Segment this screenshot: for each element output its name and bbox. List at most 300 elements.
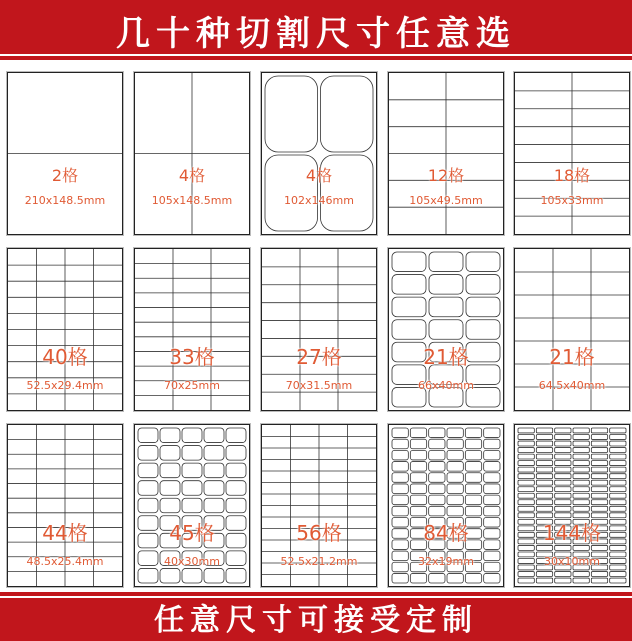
label-grid — [389, 425, 503, 586]
label-cell — [447, 573, 463, 583]
label-cell — [392, 562, 408, 572]
label-cell — [518, 565, 534, 570]
label-cell — [392, 365, 426, 385]
label-cell — [410, 484, 426, 494]
label-cell — [536, 526, 552, 531]
label-cell — [429, 540, 445, 550]
label-cell — [410, 428, 426, 438]
label-cell — [392, 573, 408, 583]
label-cell — [518, 545, 534, 550]
label-cell — [429, 529, 445, 539]
label-cell — [392, 551, 408, 561]
label-cell — [555, 441, 571, 446]
label-cell — [465, 484, 481, 494]
label-cell — [466, 342, 500, 362]
label-count: 44格 — [42, 521, 88, 545]
label-cell — [610, 552, 626, 557]
label-cell — [555, 519, 571, 524]
label-cell — [410, 506, 426, 516]
label-cell — [182, 516, 202, 531]
label-cell — [555, 500, 571, 505]
label-cell — [591, 513, 607, 518]
label-cell — [392, 495, 408, 505]
label-cell — [484, 439, 500, 449]
label-cell — [591, 448, 607, 453]
label-cell — [160, 551, 180, 566]
label-cell — [591, 532, 607, 537]
label-cell — [555, 545, 571, 550]
label-sheet — [514, 424, 630, 587]
label-cell — [410, 551, 426, 561]
label-cell — [518, 559, 534, 564]
label-cell — [555, 493, 571, 498]
label-cell — [518, 454, 534, 459]
label-cell — [447, 540, 463, 550]
label-cell — [518, 500, 534, 505]
label-cell — [429, 297, 463, 317]
label-cell — [610, 539, 626, 544]
label-cell — [555, 559, 571, 564]
label-cell — [536, 454, 552, 459]
label-cell — [573, 559, 589, 564]
label-size: 210x148.5mm — [24, 194, 106, 207]
label-cell — [484, 473, 500, 483]
label-cell — [518, 539, 534, 544]
label-count: 56格 — [296, 521, 342, 545]
label-cell — [610, 461, 626, 466]
label-cell — [518, 552, 534, 557]
label-cell — [591, 467, 607, 472]
label-cell — [392, 439, 408, 449]
label-cell — [429, 320, 463, 340]
label-cell — [536, 539, 552, 544]
label-cell — [610, 454, 626, 459]
label-cell — [518, 461, 534, 466]
label-cell — [226, 551, 246, 566]
label-cell — [429, 275, 463, 295]
label-cell — [591, 441, 607, 446]
label-cell — [429, 506, 445, 516]
label-cell — [536, 578, 552, 583]
label-sheet — [7, 424, 123, 587]
label-cell — [392, 252, 426, 272]
label-cell — [182, 446, 202, 461]
label-cell — [447, 428, 463, 438]
label-cell — [555, 539, 571, 544]
label-size: 105x49.5mm — [409, 194, 483, 207]
label-cell — [555, 435, 571, 440]
label-cell — [466, 365, 500, 385]
label-cell — [465, 540, 481, 550]
label-size: 105x148.5mm — [151, 194, 233, 207]
label-cell — [591, 487, 607, 492]
label-cell — [536, 506, 552, 511]
label-cell — [591, 526, 607, 531]
label-cell — [591, 539, 607, 544]
label-sheet — [388, 424, 504, 587]
label-cell — [573, 441, 589, 446]
label-cell — [591, 559, 607, 564]
label-size: 30x10mm — [544, 555, 600, 568]
label-cell — [447, 450, 463, 460]
label-cell — [610, 545, 626, 550]
label-size: 52.5x29.4mm — [26, 379, 104, 392]
label-grid — [262, 249, 376, 410]
label-count: 27格 — [296, 345, 342, 369]
label-cell — [226, 481, 246, 496]
label-cell — [429, 551, 445, 561]
label-sheet — [514, 248, 630, 411]
label-cell — [182, 568, 202, 583]
label-grid — [515, 425, 629, 586]
label-cell — [610, 526, 626, 531]
label-count: 4格 — [178, 166, 206, 185]
label-cell — [591, 474, 607, 479]
label-cell — [536, 480, 552, 485]
label-cell — [392, 387, 426, 407]
label-cell — [484, 540, 500, 550]
label-cell — [429, 562, 445, 572]
label-cell — [573, 526, 589, 531]
label-grid — [389, 249, 503, 410]
label-cell — [138, 551, 158, 566]
label-cell — [555, 532, 571, 537]
label-cell — [392, 484, 408, 494]
label-cell — [484, 495, 500, 505]
label-cell — [447, 517, 463, 527]
label-cell — [573, 428, 589, 433]
label-cell — [160, 568, 180, 583]
label-cell — [226, 516, 246, 531]
label-cell — [484, 450, 500, 460]
label-grid — [262, 73, 376, 234]
label-cell — [610, 487, 626, 492]
label-cell — [392, 462, 408, 472]
label-cell — [226, 428, 246, 443]
label-cell — [573, 480, 589, 485]
label-cell — [204, 498, 224, 513]
label-cell — [265, 76, 318, 152]
label-cell — [226, 568, 246, 583]
label-cell — [465, 551, 481, 561]
label-cell — [536, 572, 552, 577]
label-cell — [160, 533, 180, 548]
label-cell — [536, 448, 552, 453]
label-count: 2格 — [51, 166, 79, 185]
label-cell — [204, 463, 224, 478]
label-cell — [484, 562, 500, 572]
label-sheet — [261, 72, 377, 235]
label-cell — [591, 461, 607, 466]
label-cell — [447, 506, 463, 516]
top-banner — [0, 0, 632, 60]
label-cell — [610, 506, 626, 511]
label-cell — [518, 532, 534, 537]
label-cell — [573, 461, 589, 466]
label-cell — [573, 474, 589, 479]
label-cell — [466, 252, 500, 272]
label-cell — [392, 540, 408, 550]
label-sheet — [388, 248, 504, 411]
label-cell — [536, 532, 552, 537]
label-cell — [429, 365, 463, 385]
label-cell — [610, 493, 626, 498]
label-cell — [138, 516, 158, 531]
label-cell — [160, 516, 180, 531]
label-cell — [555, 474, 571, 479]
label-cell — [555, 578, 571, 583]
label-cell — [465, 450, 481, 460]
label-cell — [610, 480, 626, 485]
label-cell — [226, 533, 246, 548]
label-cell — [555, 565, 571, 570]
label-cell — [410, 529, 426, 539]
label-cell — [410, 473, 426, 483]
label-cell — [536, 428, 552, 433]
label-cell — [610, 428, 626, 433]
label-cell — [138, 481, 158, 496]
label-cell — [591, 565, 607, 570]
label-cell — [447, 484, 463, 494]
label-size: 70x25mm — [164, 379, 220, 392]
label-cell — [429, 342, 463, 362]
label-cell — [410, 562, 426, 572]
label-cell — [536, 545, 552, 550]
label-cell — [536, 513, 552, 518]
label-cell — [591, 552, 607, 557]
label-size: 48.5x25.4mm — [26, 555, 104, 568]
label-cell — [392, 275, 426, 295]
label-cell — [591, 435, 607, 440]
label-cell — [204, 568, 224, 583]
label-cell — [392, 506, 408, 516]
label-cell — [573, 493, 589, 498]
label-cell — [410, 573, 426, 583]
label-cell — [555, 526, 571, 531]
label-cell — [465, 495, 481, 505]
bottom-banner — [0, 592, 632, 641]
label-cell — [204, 428, 224, 443]
label-cell — [591, 500, 607, 505]
label-cell — [518, 480, 534, 485]
label-cell — [536, 467, 552, 472]
label-cell — [484, 529, 500, 539]
label-cell — [204, 551, 224, 566]
label-cell — [182, 463, 202, 478]
label-cell — [138, 463, 158, 478]
label-cell — [536, 474, 552, 479]
label-count: 33格 — [169, 345, 215, 369]
label-count: 18格 — [553, 166, 591, 185]
label-cell — [536, 435, 552, 440]
label-cell — [610, 500, 626, 505]
label-cell — [536, 565, 552, 570]
label-cell — [610, 441, 626, 446]
label-cell — [204, 516, 224, 531]
label-cell — [392, 473, 408, 483]
label-cell — [466, 320, 500, 340]
label-count: 84格 — [423, 521, 469, 545]
label-cell — [160, 463, 180, 478]
label-cell — [429, 462, 445, 472]
label-cell — [429, 439, 445, 449]
label-cell — [518, 493, 534, 498]
label-cell — [610, 519, 626, 524]
label-cell — [573, 519, 589, 524]
label-cell — [204, 481, 224, 496]
label-cell — [573, 572, 589, 577]
label-cell — [518, 467, 534, 472]
label-cell — [591, 493, 607, 498]
label-cell — [265, 155, 318, 231]
label-size: 32x19mm — [418, 555, 474, 568]
label-cell — [610, 513, 626, 518]
label-cell — [573, 506, 589, 511]
label-cell — [518, 519, 534, 524]
label-cell — [518, 441, 534, 446]
label-cell — [466, 275, 500, 295]
label-cell — [138, 428, 158, 443]
label-cell — [182, 498, 202, 513]
label-cell — [555, 467, 571, 472]
label-cell — [591, 428, 607, 433]
label-cell — [484, 506, 500, 516]
label-cell — [518, 526, 534, 531]
label-cell — [204, 446, 224, 461]
label-cell — [465, 462, 481, 472]
label-cell — [204, 533, 224, 548]
label-size: 70x31.5mm — [285, 379, 353, 392]
label-cell — [226, 463, 246, 478]
label-grid — [262, 425, 376, 586]
label-grid — [515, 73, 629, 234]
label-cell — [160, 428, 180, 443]
label-sheet — [388, 72, 504, 235]
label-cell — [518, 435, 534, 440]
label-cell — [182, 551, 202, 566]
label-cell — [555, 487, 571, 492]
label-cell — [555, 572, 571, 577]
label-grid — [135, 425, 249, 586]
label-cell — [610, 435, 626, 440]
label-cell — [573, 454, 589, 459]
label-cell — [484, 517, 500, 527]
label-cell — [392, 517, 408, 527]
label-cell — [410, 450, 426, 460]
label-cell — [555, 454, 571, 459]
label-cell — [518, 448, 534, 453]
label-cell — [392, 529, 408, 539]
label-cell — [466, 387, 500, 407]
label-cell — [518, 572, 534, 577]
label-cell — [591, 572, 607, 577]
label-grid — [8, 73, 122, 234]
label-cell — [138, 446, 158, 461]
label-count: 12格 — [427, 166, 465, 185]
label-cell — [484, 573, 500, 583]
label-cell — [573, 513, 589, 518]
label-cell — [429, 252, 463, 272]
label-cell — [410, 439, 426, 449]
label-count: 40格 — [42, 345, 88, 369]
label-cell — [484, 462, 500, 472]
label-cell — [321, 155, 374, 231]
label-cell — [465, 428, 481, 438]
label-cell — [591, 578, 607, 583]
label-cell — [573, 539, 589, 544]
label-cell — [484, 551, 500, 561]
label-cell — [465, 506, 481, 516]
label-cell — [160, 481, 180, 496]
label-size: 66x40mm — [418, 379, 474, 392]
label-size: 102x146mm — [284, 194, 354, 207]
label-cell — [429, 573, 445, 583]
label-cell — [573, 545, 589, 550]
label-cell — [465, 573, 481, 583]
label-cell — [610, 448, 626, 453]
label-cell — [465, 473, 481, 483]
label-cell — [466, 297, 500, 317]
label-cell — [484, 428, 500, 438]
label-cell — [321, 76, 374, 152]
banner-title: 几十种切割尺寸任意选 — [116, 13, 516, 54]
label-cell — [447, 462, 463, 472]
label-cell — [138, 568, 158, 583]
label-grid — [135, 249, 249, 410]
label-cell — [518, 513, 534, 518]
label-cell — [465, 562, 481, 572]
label-cell — [573, 552, 589, 557]
label-cell — [518, 578, 534, 583]
label-cell — [573, 500, 589, 505]
label-count: 4格 — [305, 166, 333, 185]
label-sheet — [7, 72, 123, 235]
label-cell — [392, 342, 426, 362]
label-sheet — [514, 72, 630, 235]
label-cell — [465, 439, 481, 449]
label-cell — [447, 529, 463, 539]
label-grid — [515, 249, 629, 410]
label-cell — [182, 428, 202, 443]
label-cell — [573, 565, 589, 570]
label-cell — [555, 428, 571, 433]
label-cell — [536, 552, 552, 557]
label-sheet — [134, 424, 250, 587]
label-cell — [536, 519, 552, 524]
label-size: 64.5x40mm — [538, 379, 606, 392]
label-cell — [536, 559, 552, 564]
label-cell — [392, 450, 408, 460]
label-cell — [591, 480, 607, 485]
label-cell — [536, 487, 552, 492]
label-cell — [573, 532, 589, 537]
label-grid — [8, 249, 122, 410]
label-cell — [591, 519, 607, 524]
label-cell — [555, 506, 571, 511]
label-count: 21格 — [549, 345, 595, 369]
label-cell — [465, 517, 481, 527]
label-cell — [573, 467, 589, 472]
label-cell — [447, 562, 463, 572]
label-cell — [392, 297, 426, 317]
label-cell — [536, 500, 552, 505]
label-cell — [429, 473, 445, 483]
label-sheet — [261, 424, 377, 587]
label-cell — [160, 446, 180, 461]
label-cell — [410, 540, 426, 550]
label-cell — [610, 565, 626, 570]
label-cell — [573, 578, 589, 583]
